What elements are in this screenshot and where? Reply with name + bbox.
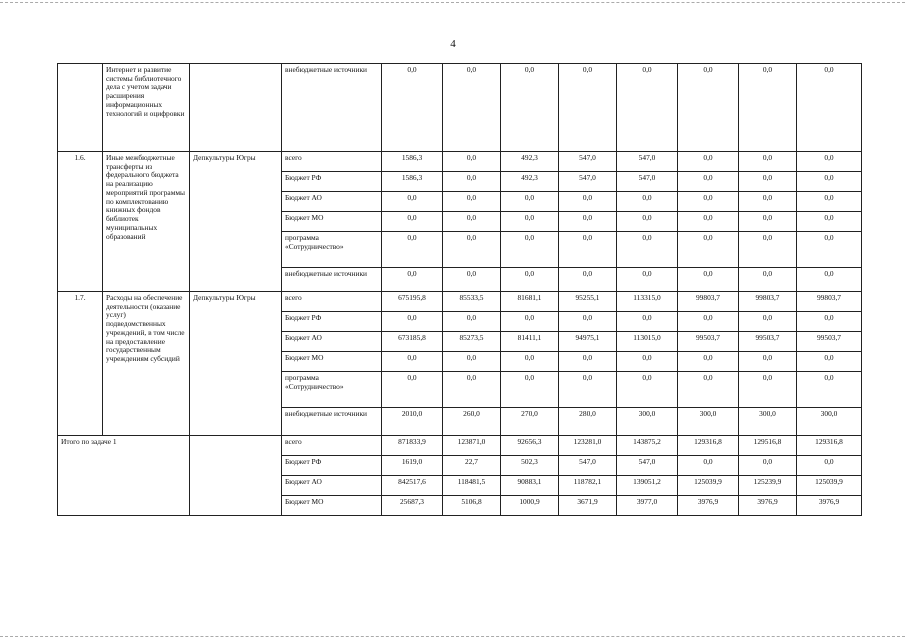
table-row <box>58 436 862 456</box>
amount-cell: 0,0 <box>382 372 443 408</box>
amount-cell: 85533,5 <box>443 292 501 312</box>
funding-source: внебюджетные источники <box>282 268 382 292</box>
amount-cell: 0,0 <box>739 268 797 292</box>
amount-cell: 94975,1 <box>559 332 617 352</box>
amount-cell: 99503,7 <box>678 332 739 352</box>
amount-cell: 0,0 <box>739 192 797 212</box>
amount-cell: 123871,0 <box>443 436 501 456</box>
amount-cell: 99803,7 <box>797 292 862 312</box>
amount-cell: 0,0 <box>739 232 797 268</box>
amount-cell: 0,0 <box>797 212 862 232</box>
amount-cell: 0,0 <box>382 352 443 372</box>
amount-cell: 0,0 <box>501 352 559 372</box>
item-number: 1.6. <box>58 152 103 292</box>
amount-cell: 125039,9 <box>797 476 862 496</box>
amount-cell: 90883,1 <box>501 476 559 496</box>
funding-source: Бюджет МО <box>282 352 382 372</box>
amount-cell: 0,0 <box>617 232 678 268</box>
amount-cell: 118481,5 <box>443 476 501 496</box>
amount-cell: 547,0 <box>559 456 617 476</box>
amount-cell: 0,0 <box>443 312 501 332</box>
amount-cell: 0,0 <box>797 456 862 476</box>
amount-cell: 25687,3 <box>382 496 443 516</box>
amount-cell: 3977,0 <box>617 496 678 516</box>
amount-cell: 0,0 <box>501 192 559 212</box>
amount-cell: 0,0 <box>739 64 797 152</box>
amount-cell: 0,0 <box>617 192 678 212</box>
amount-cell: 0,0 <box>501 212 559 232</box>
amount-cell: 0,0 <box>559 312 617 332</box>
amount-cell: 0,0 <box>678 152 739 172</box>
amount-cell: 85273,5 <box>443 332 501 352</box>
amount-cell: 0,0 <box>617 372 678 408</box>
amount-cell: 99503,7 <box>797 332 862 352</box>
item-name: Расходы на обеспечение деятельности (оказание услуг) подведомственных учреждений, в том числе на предоставление государственным учреждениям субсидий <box>103 292 190 436</box>
amount-cell: 675195,8 <box>382 292 443 312</box>
amount-cell: 95255,1 <box>559 292 617 312</box>
amount-cell: 0,0 <box>797 312 862 332</box>
amount-cell: 0,0 <box>382 64 443 152</box>
amount-cell: 0,0 <box>559 192 617 212</box>
table-row <box>58 152 862 172</box>
amount-cell: 129516,8 <box>739 436 797 456</box>
amount-cell: 0,0 <box>559 212 617 232</box>
amount-cell: 1586,3 <box>382 172 443 192</box>
amount-cell: 0,0 <box>739 456 797 476</box>
amount-cell: 0,0 <box>678 64 739 152</box>
page-number: 4 <box>450 38 456 50</box>
amount-cell: 0,0 <box>559 64 617 152</box>
amount-cell: 125239,9 <box>739 476 797 496</box>
program-funding-table <box>57 63 862 516</box>
funding-source: внебюджетные источники <box>282 64 382 152</box>
amount-cell: 547,0 <box>559 172 617 192</box>
funding-source: программа «Сотрудничество» <box>282 372 382 408</box>
executor-cell: Депкультуры Югры <box>190 152 282 292</box>
table-row <box>58 292 862 312</box>
amount-cell: 113015,0 <box>617 332 678 352</box>
amount-cell: 118782,1 <box>559 476 617 496</box>
amount-cell: 0,0 <box>739 352 797 372</box>
amount-cell: 99503,7 <box>739 332 797 352</box>
amount-cell: 0,0 <box>678 232 739 268</box>
amount-cell: 0,0 <box>501 64 559 152</box>
amount-cell: 0,0 <box>443 372 501 408</box>
amount-cell: 0,0 <box>739 212 797 232</box>
amount-cell: 0,0 <box>443 172 501 192</box>
amount-cell: 1586,3 <box>382 152 443 172</box>
amount-cell: 22,7 <box>443 456 501 476</box>
amount-cell: 3976,9 <box>739 496 797 516</box>
funding-source: всего <box>282 292 382 312</box>
amount-cell: 0,0 <box>678 352 739 372</box>
amount-cell: 673185,8 <box>382 332 443 352</box>
amount-cell: 0,0 <box>443 212 501 232</box>
item-number <box>58 64 103 152</box>
amount-cell: 0,0 <box>501 232 559 268</box>
table-row <box>58 64 862 152</box>
amount-cell: 0,0 <box>382 192 443 212</box>
amount-cell: 492,3 <box>501 172 559 192</box>
amount-cell: 300,0 <box>797 408 862 436</box>
amount-cell: 99803,7 <box>739 292 797 312</box>
amount-cell: 0,0 <box>739 312 797 332</box>
amount-cell: 547,0 <box>559 152 617 172</box>
amount-cell: 0,0 <box>559 372 617 408</box>
scan-top-edge <box>0 2 905 3</box>
amount-cell: 0,0 <box>617 268 678 292</box>
amount-cell: 0,0 <box>739 172 797 192</box>
amount-cell: 0,0 <box>678 268 739 292</box>
amount-cell: 99803,7 <box>678 292 739 312</box>
amount-cell: 0,0 <box>678 172 739 192</box>
amount-cell: 0,0 <box>382 312 443 332</box>
funding-source: Бюджет АО <box>282 476 382 496</box>
amount-cell: 0,0 <box>739 372 797 408</box>
scan-bottom-edge <box>0 636 905 637</box>
amount-cell: 129316,8 <box>797 436 862 456</box>
amount-cell: 0,0 <box>559 268 617 292</box>
amount-cell: 260,0 <box>443 408 501 436</box>
amount-cell: 0,0 <box>617 312 678 332</box>
funding-source: Бюджет МО <box>282 212 382 232</box>
amount-cell: 0,0 <box>559 232 617 268</box>
amount-cell: 0,0 <box>382 232 443 268</box>
executor-cell: Депкультуры Югры <box>190 292 282 436</box>
amount-cell: 143875,2 <box>617 436 678 456</box>
amount-cell: 0,0 <box>678 456 739 476</box>
amount-cell: 0,0 <box>617 352 678 372</box>
amount-cell: 113315,0 <box>617 292 678 312</box>
executor-cell <box>190 436 282 516</box>
amount-cell: 5106,8 <box>443 496 501 516</box>
amount-cell: 871833,9 <box>382 436 443 456</box>
amount-cell: 0,0 <box>443 192 501 212</box>
amount-cell: 0,0 <box>797 232 862 268</box>
amount-cell: 270,0 <box>501 408 559 436</box>
amount-cell: 0,0 <box>678 212 739 232</box>
funding-source: Бюджет АО <box>282 192 382 212</box>
amount-cell: 280,0 <box>559 408 617 436</box>
amount-cell: 1619,0 <box>382 456 443 476</box>
amount-cell: 81411,1 <box>501 332 559 352</box>
amount-cell: 0,0 <box>382 268 443 292</box>
funding-source: программа «Сотрудничество» <box>282 232 382 268</box>
funding-source: Бюджет РФ <box>282 456 382 476</box>
amount-cell: 125039,9 <box>678 476 739 496</box>
amount-cell: 0,0 <box>797 352 862 372</box>
item-number: 1.7. <box>58 292 103 436</box>
amount-cell: 3976,9 <box>797 496 862 516</box>
amount-cell: 0,0 <box>443 352 501 372</box>
amount-cell: 1000,9 <box>501 496 559 516</box>
amount-cell: 0,0 <box>501 372 559 408</box>
amount-cell: 547,0 <box>617 172 678 192</box>
amount-cell: 0,0 <box>739 152 797 172</box>
total-label: Итого по задаче 1 <box>58 436 190 516</box>
amount-cell: 0,0 <box>797 268 862 292</box>
funding-source: Бюджет РФ <box>282 172 382 192</box>
amount-cell: 3976,9 <box>678 496 739 516</box>
amount-cell: 842517,6 <box>382 476 443 496</box>
amount-cell: 139051,2 <box>617 476 678 496</box>
amount-cell: 0,0 <box>501 312 559 332</box>
amount-cell: 0,0 <box>382 212 443 232</box>
amount-cell: 2010,0 <box>382 408 443 436</box>
funding-source: внебюджетные источники <box>282 408 382 436</box>
amount-cell: 129316,8 <box>678 436 739 456</box>
funding-source: всего <box>282 152 382 172</box>
item-name: Иные межбюджетные трансферты из федерального бюджета на реализацию мероприятий программы по комплектованию книжных фондов библиотек муниципальных образований <box>103 152 190 292</box>
executor-cell <box>190 64 282 152</box>
funding-source: Бюджет РФ <box>282 312 382 332</box>
amount-cell: 0,0 <box>443 268 501 292</box>
amount-cell: 92656,3 <box>501 436 559 456</box>
amount-cell: 502,3 <box>501 456 559 476</box>
funding-source: всего <box>282 436 382 456</box>
amount-cell: 0,0 <box>797 152 862 172</box>
amount-cell: 492,3 <box>501 152 559 172</box>
amount-cell: 0,0 <box>443 64 501 152</box>
amount-cell: 3671,9 <box>559 496 617 516</box>
funding-source: Бюджет МО <box>282 496 382 516</box>
amount-cell: 547,0 <box>617 456 678 476</box>
amount-cell: 0,0 <box>559 352 617 372</box>
amount-cell: 0,0 <box>797 372 862 408</box>
amount-cell: 0,0 <box>617 212 678 232</box>
amount-cell: 0,0 <box>617 64 678 152</box>
amount-cell: 0,0 <box>443 232 501 268</box>
amount-cell: 0,0 <box>501 268 559 292</box>
amount-cell: 0,0 <box>678 312 739 332</box>
funding-source: Бюджет АО <box>282 332 382 352</box>
amount-cell: 0,0 <box>797 64 862 152</box>
amount-cell: 0,0 <box>678 192 739 212</box>
amount-cell: 0,0 <box>797 192 862 212</box>
amount-cell: 0,0 <box>678 372 739 408</box>
amount-cell: 300,0 <box>617 408 678 436</box>
amount-cell: 123281,0 <box>559 436 617 456</box>
amount-cell: 300,0 <box>739 408 797 436</box>
amount-cell: 300,0 <box>678 408 739 436</box>
amount-cell: 0,0 <box>443 152 501 172</box>
amount-cell: 0,0 <box>797 172 862 192</box>
amount-cell: 547,0 <box>617 152 678 172</box>
amount-cell: 81681,1 <box>501 292 559 312</box>
item-name: Интернет и развитие системы библиотечного дела с учетом задачи расширения информационных технологий и оцифровки <box>103 64 190 152</box>
